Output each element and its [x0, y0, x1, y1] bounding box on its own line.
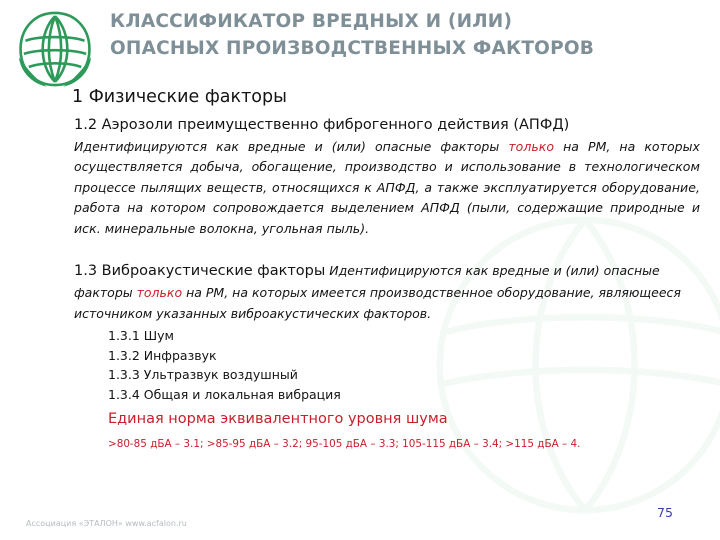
text-part: на РМ, на которых осуществляется добыча, обогащение, производство и использование в технологическом процессе пылящих веществ, относящихся к АПФД, а также эксплуатируется оборудование, работа на котором сопровождается выделением АПФД (пыли, содержащие природные и иск. минеральные волокна, угольная пыль). [74, 139, 700, 236]
highlight-only: только [508, 139, 555, 154]
noise-norm-title: Единая норма эквивалентного уровня шума [108, 411, 448, 428]
list-item: 1.3.2 Инфразвук [108, 347, 217, 363]
main-content [74, 85, 700, 453]
title-line-2: ОПАСНЫХ ПРОИЗВОДСТВЕННЫХ ФАКТОРОВ [110, 38, 595, 59]
subsection-text-1-2 [74, 137, 700, 239]
list-item: 1.3.3 Ультразвук воздушный [108, 367, 298, 383]
noise-norm-values: >80-85 дБА – 3.1; >85-95 дБА – 3.2; 95-105 дБА – 3.3; 105-115 дБА – 3.4; >115 дБА – 4. [108, 438, 581, 451]
text-part: Идентифицируются как вредные и (или) опасные факторы [74, 139, 509, 154]
subsection-1-3 [74, 260, 700, 453]
section-title: 1 Физические факторы [72, 87, 287, 107]
list-item: 1.3.4 Общая и локальная вибрация [108, 386, 341, 402]
page-number: 75 [657, 505, 673, 520]
subsection-heading-1-3: 1.3 Виброакустические факторы [74, 263, 326, 280]
title-line-1: КЛАССИФИКАТОР ВРЕДНЫХ И (ИЛИ) [110, 11, 513, 32]
page-title [110, 8, 710, 62]
factor-list [108, 326, 700, 404]
subsection-heading-1-2: 1.2 Аэрозоли преимущественно фиброгенного действия (АПФД) [74, 117, 570, 133]
footer-organization: Ассоциация «ЭТАЛОН» www.acfalon.ru [26, 519, 187, 528]
text-part: Идентифицируются как вредные и (или) опасные факторы [74, 263, 660, 301]
text-part: на РМ, на которых имеется производственное оборудование, являющееся источником указанных виброакустических факторов. [74, 285, 681, 322]
list-item: 1.3.1 Шум [108, 328, 174, 344]
subsection-text-1-3 [74, 260, 700, 324]
leaf-globe-logo-icon [14, 8, 96, 90]
highlight-only: только [136, 285, 183, 301]
